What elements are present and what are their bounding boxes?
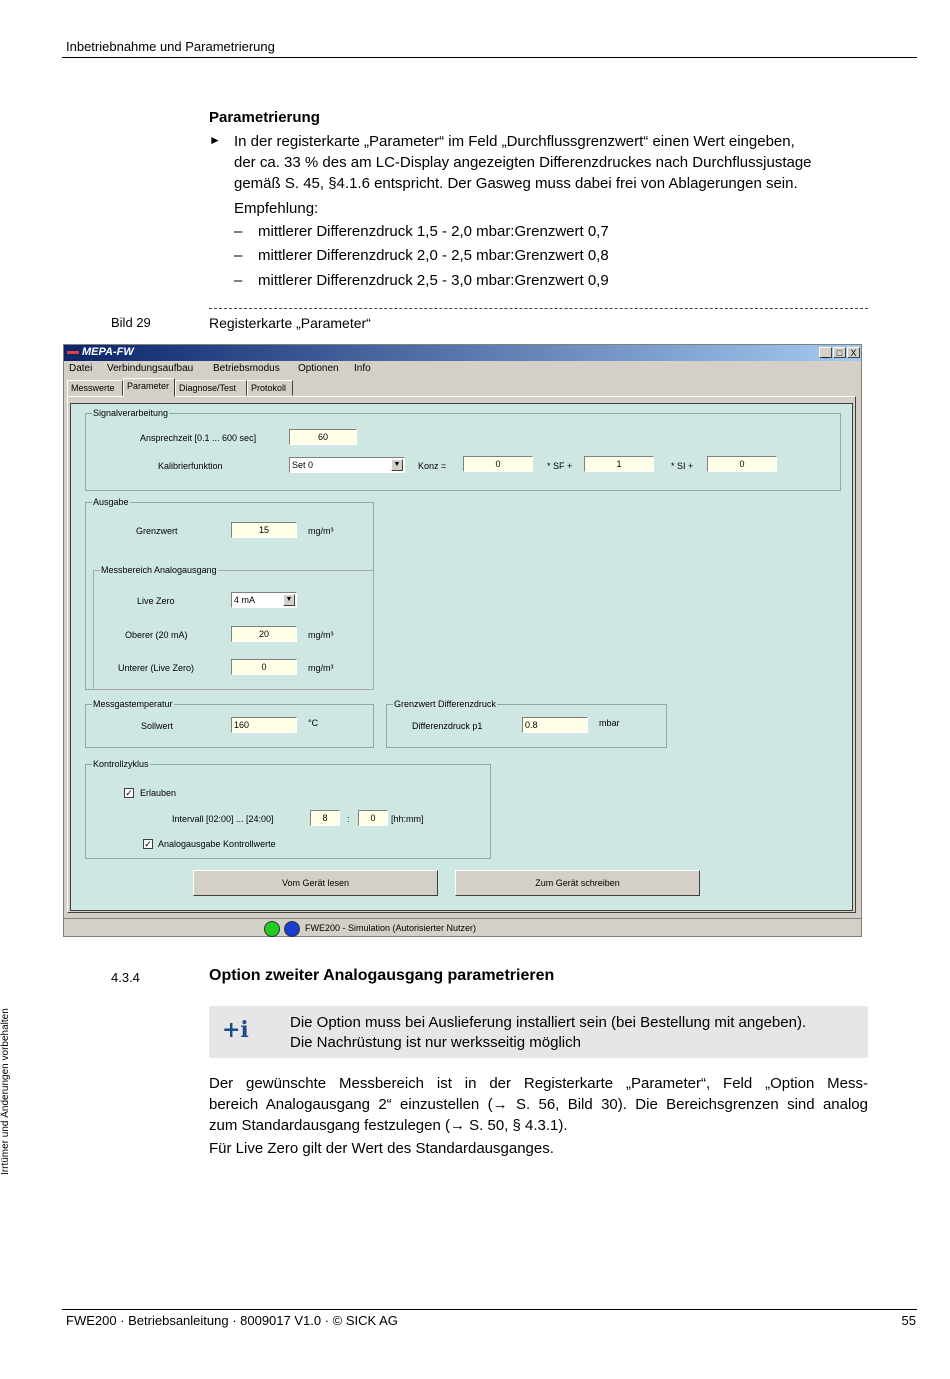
tab-messwerte[interactable]: Messwerte [67, 380, 123, 396]
recommendation-item: mittlerer Differenzdruck 2,0 - 2,5 mbar:Grenzwert 0,8 [258, 247, 609, 264]
section-divider [209, 308, 868, 309]
chevron-down-icon[interactable]: ▼ [391, 459, 403, 471]
paragraph: Für Live Zero gilt der Wert des Standardausganges. [209, 1140, 554, 1157]
info-line: Die Option muss bei Auslieferung installiert sein (bei Bestellung mit angeben). [290, 1014, 807, 1031]
status-bar [64, 918, 861, 936]
recommendation-item: mittlerer Differenzdruck 2,5 - 3,0 mbar:Grenzwert 0,9 [258, 272, 609, 289]
chevron-down-icon[interactable]: ▼ [283, 594, 295, 606]
running-header: Inbetriebnahme und Parametrierung [66, 39, 275, 54]
tab-protokoll[interactable]: Protokoll [247, 380, 293, 396]
paragraph-line: Der gewünschte Messbereich ist in der Registerkarte „Parameter“, Feld „Option Mess- [209, 1075, 868, 1092]
interval-separator: : [347, 814, 350, 824]
tab-diagnose-test[interactable]: Diagnose/Test [175, 380, 247, 396]
read-from-device-button[interactable]: Vom Gerät lesen [193, 870, 438, 896]
group-title: Grenzwert Differenzdruck [394, 699, 496, 709]
status-text: FWE200 - Simulation (Autorisierter Nutzer) [305, 923, 477, 933]
setpoint-unit: °C [308, 718, 319, 728]
bullet-line: gemäß S. 45, §4.1.6 entspricht. Der Gasweg muss dabei frei von Ablagerungen sein. [234, 175, 798, 192]
info-line: Die Nachrüstung ist nur werksseitig möglich [290, 1034, 581, 1051]
minimize-button[interactable]: _ [819, 347, 832, 358]
diff-pressure-unit: mbar [599, 718, 620, 728]
header-rule [62, 57, 917, 58]
livezero-label: Live Zero [137, 596, 175, 606]
info-note [209, 1006, 868, 1058]
group-temperature [85, 699, 374, 748]
group-control-cycle [85, 759, 491, 859]
recommendation-item: mittlerer Differenzdruck 1,5 - 2,0 mbar:Grenzwert 0,7 [258, 223, 609, 240]
bullet-line: der ca. 33 % des am LC-Display angezeigten Differenzdruckes nach Durchflussjustage [234, 154, 812, 171]
group-signalverarbeitung [85, 408, 841, 491]
interval-label: Intervall [02:00] ... [24:00] [172, 814, 274, 824]
figure-label: Bild 29 [111, 315, 151, 330]
group-title: Kontrollzyklus [93, 759, 149, 769]
side-disclaimer: Irrtümer und Änderungen vorbehalten [0, 1008, 11, 1175]
konz-label: Konz = [418, 461, 447, 471]
interval-hours-input[interactable]: 8 [310, 810, 340, 826]
si-label: * SI + [671, 461, 694, 471]
close-button[interactable]: X [847, 347, 860, 358]
bullet-arrow-icon: ► [209, 133, 221, 147]
konz-input[interactable]: 0 [463, 456, 533, 472]
dash-marker: – [234, 247, 243, 264]
dash-marker: – [234, 223, 243, 240]
paragraph-line: bereich Analogausgang 2“ einzustellen (→ S. 56, Bild 30). Die Bereichsgrenzen sind analog [209, 1096, 868, 1113]
sf-label: * SF + [547, 461, 573, 471]
group-diff-pressure [386, 699, 667, 748]
allow-checkbox[interactable]: ✓ [125, 788, 133, 798]
menu-info[interactable]: Info [354, 363, 371, 374]
group-analog-range [93, 565, 374, 690]
title-bar [64, 345, 861, 361]
tab-parameter[interactable]: Parameter [123, 378, 175, 397]
parameter-panel [70, 403, 853, 911]
upper-label: Oberer (20 mA) [125, 630, 188, 640]
menu-optionen[interactable]: Optionen [298, 363, 339, 374]
group-title: Messbereich Analogausgang [101, 565, 217, 575]
livezero-select[interactable] [231, 592, 297, 608]
maximize-button[interactable]: □ [833, 347, 846, 358]
footer-rule [62, 1309, 917, 1310]
setpoint-label: Sollwert [141, 721, 174, 731]
limit-label: Grenzwert [136, 526, 178, 536]
recommendation-label: Empfehlung: [234, 200, 319, 217]
interval-unit: [hh:mm] [391, 814, 424, 824]
window-title: MEPA-FW [82, 346, 134, 358]
write-to-device-button[interactable]: Zum Gerät schreiben [455, 870, 700, 896]
lower-input[interactable]: 0 [231, 659, 297, 675]
lower-label: Unterer (Live Zero) [118, 663, 195, 673]
calibration-select[interactable] [289, 457, 405, 473]
page-number: 55 [901, 1313, 916, 1328]
section-heading-434: Option zweiter Analogausgang parametrieren [209, 967, 555, 984]
limit-unit: mg/m³ [308, 526, 334, 536]
app-logo-icon [67, 351, 79, 354]
info-icon: +i [222, 1017, 249, 1043]
analog-control-checkbox[interactable]: ✓ [144, 839, 152, 849]
app-window [63, 344, 862, 937]
allow-label: Erlauben [140, 788, 177, 798]
response-time-label: Ansprechzeit [0.1 ... 600 sec] [140, 433, 257, 443]
menu-datei[interactable]: Datei [69, 363, 93, 374]
menu-betriebsmodus[interactable]: Betriebsmodus [213, 363, 280, 374]
calibration-value: Set 0 [292, 460, 314, 470]
si-input[interactable]: 0 [707, 456, 777, 472]
response-time-input[interactable]: 60 [289, 429, 357, 445]
analog-control-label: Analogausgabe Kontrollwerte [158, 839, 276, 849]
menu-bar [64, 362, 861, 377]
diff-pressure-label: Differenzdruck p1 [412, 721, 483, 731]
bullet-line: In der registerkarte „Parameter“ im Feld „Durchflussgrenzwert“ einen Wert eingeben, [234, 133, 795, 150]
lower-unit: mg/m³ [308, 663, 334, 673]
section-number: 4.3.4 [111, 970, 140, 985]
paragraph-line: zum Standardausgang festzulegen (→ S. 50, § 4.3.1). [209, 1117, 568, 1134]
group-title: Messgastemperatur [93, 699, 173, 709]
upper-input[interactable]: 20 [231, 626, 297, 642]
figure-caption: Registerkarte „Parameter“ [209, 315, 371, 331]
limit-input[interactable]: 15 [231, 522, 297, 538]
footer-text: FWE200 · Betriebsanleitung · 8009017 V1.0 · © SICK AG [66, 1313, 398, 1328]
calibration-label: Kalibrierfunktion [158, 461, 223, 471]
status-led-blue-icon [284, 921, 300, 937]
menu-verbindungsaufbau[interactable]: Verbindungsaufbau [107, 363, 194, 374]
section-heading-parametrierung: Parametrierung [209, 109, 320, 126]
diff-pressure-input[interactable]: 0.8 [522, 717, 588, 733]
interval-minutes-input[interactable]: 0 [358, 810, 388, 826]
dash-marker: – [234, 272, 243, 289]
group-title: Signalverarbeitung [93, 408, 169, 418]
setpoint-input[interactable]: 160 [231, 717, 297, 733]
livezero-value: 4 mA [234, 595, 256, 605]
upper-unit: mg/m³ [308, 630, 334, 640]
sf-input[interactable]: 1 [584, 456, 654, 472]
status-led-green-icon [264, 921, 280, 937]
group-title: Ausgabe [93, 497, 129, 507]
